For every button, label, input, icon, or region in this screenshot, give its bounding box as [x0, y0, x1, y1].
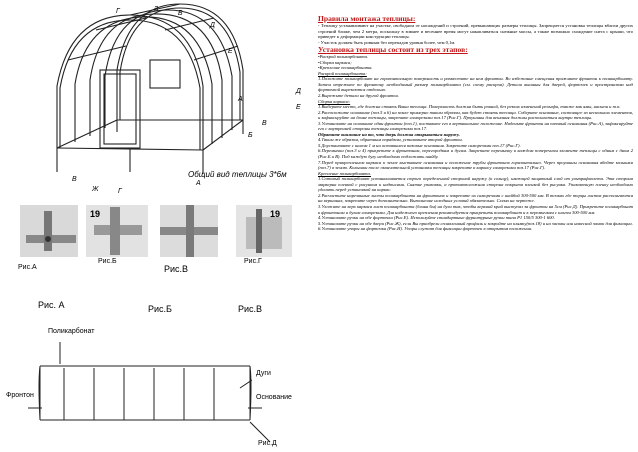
cut-step: 2.Вырежьте детали на другой фронтон. — [318, 93, 399, 99]
stage-item: •Сборка каркаса; — [318, 59, 352, 65]
cut-heading: Раскрой поликарбоната: — [318, 70, 367, 76]
stage-item: •Крепление поликарбоната. — [318, 65, 373, 71]
label-polycarbonate: Поликарбонат — [48, 328, 95, 335]
mount-heading: Крепление поликарбоната. — [318, 170, 371, 176]
diagram-letter-b-low: Б — [248, 132, 253, 139]
joint-photo-v — [160, 205, 218, 257]
fig-label-b: Рис.Б — [148, 304, 172, 314]
diagram-letter-a-low: А — [196, 180, 201, 187]
door-attention-note: Обратите внимание на то, что дверь должна открываться наружу. — [318, 131, 460, 137]
diagram-letter-v: В — [72, 176, 77, 183]
frame-step: 7.Перед прикреплением каркаса к земле выставьте основания и положение трубы фронтонов горизонтально. Через проушины основания вбейте колышки (поз.7) в землю. Колышки после окончательной установки теплицы закрепите к каркасу саморезами поз.17 (Рис.Г). — [318, 159, 633, 171]
frame-step: 6.Перемычки (поз.3 и 4) прикрепите к фронтонам, перегородкам и дугам. Закрепите перемычку в каждом поперечном элементе теплицы с одним с дном 2 (Рис.Б и В). Под каждую дугу необходимо подложить шайбу. — [318, 148, 633, 160]
joint-photo-a — [20, 205, 78, 257]
frame-heading: Сборка каркаса: — [318, 98, 351, 104]
mount-step: 4.Установите ручки на обе форточки (Рис.Е). Используйте стандартные фурнитурные ручки типа P1 150/5 300-1 600. — [318, 215, 555, 221]
mount-step: 6.Установите упоры на форточки (Рис.И). Упоры служат для фиксации форточек в открытом положении. — [318, 226, 533, 232]
photo-label-v: Рис.В — [164, 264, 189, 274]
diagram-letter-e-low: Е — [296, 104, 301, 111]
instructions-column — [318, 14, 633, 450]
diagram-letter-d: Д — [210, 22, 215, 29]
stages-heading: Установка теплицы состоит из трех этапов: — [318, 45, 468, 55]
joint-photo-b — [86, 205, 148, 257]
fig-label-v: Рис.В — [238, 304, 263, 314]
mount-step: 1.Сотовый поликарбонат устанавливается строго определенной стороной наружу (к солнцу), имеющей защитный слой от ультрафиолета. Эта сторона маркерна пленкой с рисунком и надписями. Снятие упаковки, а противоположная сторона покрыта пленкой без рисунка. Упаковочную пленку необходимо удалить перед установкой на каркас. — [318, 176, 633, 193]
joint-photo-number: 19 — [270, 209, 281, 219]
diagram-letter-d-low: Д — [296, 88, 301, 95]
mount-step: 3.Уложите на верх каркаса лист поликарбоната (длина 6м) на дуги так, чтобы верхний край выступал за фронтон на 5см (Рис.Д). Прикрепите поликарбонат к фронтонам и дугам саморезами. Для надежного крепления рекомендуется прикрепить поликарбонат и к перемычкам с шагом 300-500 мм. — [318, 203, 633, 215]
frame-step: 3.Установите на основание один фронтон (поз.1), поставьте его в вертикальное положение. Наденьте фронтон на пазовый основания (Рис.А), зафиксируйте его с внутренней стороны теплицы саморезами поз.17. — [318, 120, 633, 132]
diagram-letter-v-low: В — [262, 120, 267, 127]
diagram-letter-zh: Ж — [92, 186, 99, 193]
joint-photo-g — [236, 205, 292, 257]
diagram-letter-a: А — [238, 96, 243, 103]
frame-step: 5.Доустановите с шагом 1 м на оставшиеся пазовые основания. Закрепите саморезами поз.17 (Рис.Г). — [318, 142, 521, 148]
diagram-letter-g-top: Г — [116, 8, 120, 15]
frame-step: 1.Выберите место, где должна стоять Ваша теплица. Поверхность должна быть ровной, без резких изменений рельефа, также как ямы, насыпи и т.п. — [318, 104, 621, 110]
diagram-letter-b: Б — [178, 10, 183, 17]
diagram-letter-g-low: Г — [118, 188, 122, 195]
diagram-letter-e: Е — [228, 48, 233, 55]
mount-step: 2.Расчистите нарезанные листы поликарбоната на фронтонах и закрепите их саморезами с шайбой 300-500 мм. В точках где торцы листов располагаются на вершинах, закрепите через дополнительно. Выполнение исходных условий обязательно. Схема на чертеже. — [318, 192, 633, 204]
label-base: Основание — [256, 394, 292, 401]
frame-step: 2.Расположите основание (поз.5 и 6) на земле примерно таким образом, как будет стоять теплица. Соберите основание, состоящее из нескольких элементов, и зафиксируйте на длине теплицы, закрепите саморезами поз.17 (Рис.Г). Проушины для вешания должны располагаться внутри теплицы. — [318, 109, 633, 121]
mount-step: 5.Установите ручки на обе двери (Рис.Ж), если Вы приобрели сплавленный профиль и закройте на клямку(поз.18) и на засовы или навесной замок для фиксации. — [318, 220, 633, 226]
diagram-letter-z: З — [154, 6, 159, 13]
diagram-caption: Общий вид теплицы 3*6м — [188, 170, 287, 179]
illustrations-column — [0, 0, 318, 452]
joint-photo-number: 19 — [90, 209, 101, 219]
photo-label-a: Рис.А — [18, 264, 37, 271]
rule-item: - Теплицу устанавливают на участке, свободном от насаждений и строений, превышающих размеры теплицы. Запрещается установка теплицы вблизи других строений ближе, чем 2 метра, поскольку в зимнее и весеннее время могут накапливаться снежные массы, а также возможно схождение снега с крыши, что приведет к деформации конструкции теплицы. — [318, 23, 633, 40]
photo-label-b: Рис.Б — [98, 258, 117, 265]
fig-label-a: Рис. А — [38, 300, 65, 310]
label-figure-d: Рис.Д — [258, 440, 277, 447]
rule-item: - Участок должен быть ровным без перепадов уровня более, чем 0,1м. — [318, 39, 456, 45]
frame-step: 4.Таким же образом, обратным порядком, установите второй фронтон. — [318, 137, 463, 143]
cut-step: 1.Положите поликарбонат на горизонтальную поверхность и разместите на нем фронтон. Во избежание смещения прижмите фронтон к поликарбонату. Затем отрежьте по фронтону необходимый размер поликарбоната (см. схему раскроя). Детали вышины для дверей, форточек и пространства над форточкой вырезаются отдельно. — [318, 76, 633, 93]
label-front: Фронтон — [6, 392, 34, 399]
photo-label-g: Рис.Г — [244, 258, 262, 265]
label-arcs: Дуги — [256, 370, 271, 377]
stage-item: •Раскрой поликарбоната. — [318, 54, 369, 60]
rules-heading: Правила монтажа теплицы: — [318, 14, 416, 23]
